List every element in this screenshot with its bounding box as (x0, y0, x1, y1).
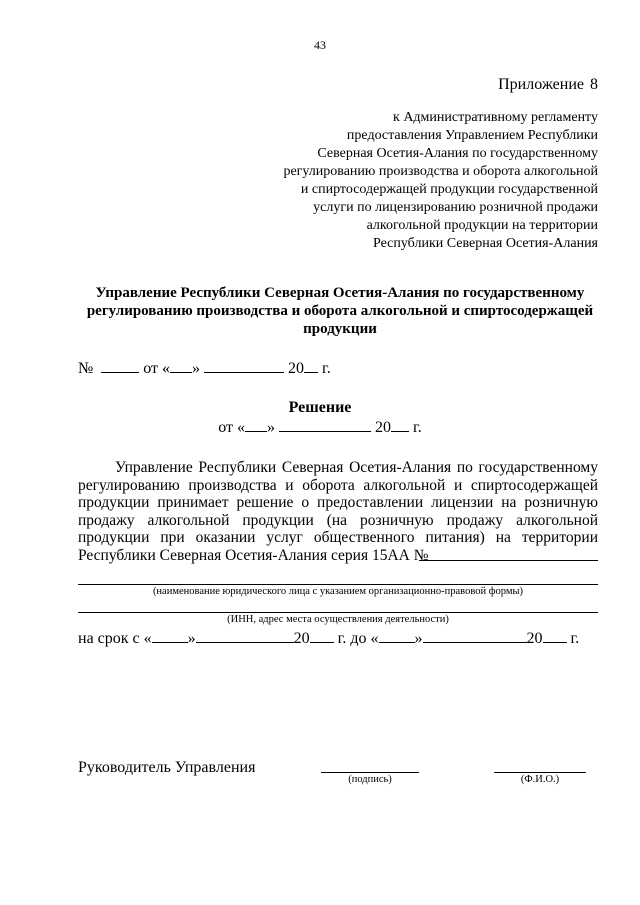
inn-address-blank (78, 612, 598, 613)
year-prefix: 20 (293, 630, 310, 647)
license-number-blank (419, 560, 598, 561)
regulation-reference (283, 109, 598, 253)
fio-blank (494, 772, 586, 773)
year-blank (543, 627, 567, 643)
year-suffix: г. (566, 630, 580, 647)
regulation-line: алкогольной продукции на территории (366, 218, 598, 233)
close-quote: » (187, 630, 196, 647)
series-label: Республики Северная Осетия-Алания серия 15АА № (78, 546, 429, 564)
body-line: регулированию производства и оборота алкогольной и спиртосодержащей (78, 476, 598, 494)
day-blank (170, 357, 192, 373)
month-blank (279, 416, 371, 432)
body-line: продукции принимает решение о предоставлении лицензии на розничную (78, 494, 598, 512)
regulation-line: Северная Осетия-Алания по государственному (317, 146, 598, 161)
regulation-line: Республики Северная Осетия-Алания (373, 236, 598, 251)
day-blank (379, 627, 415, 643)
month-blank (204, 357, 284, 373)
ot-label: от « (143, 360, 171, 377)
document-number-line (78, 357, 331, 378)
regulation-line: регулированию производства и оборота алкогольной (283, 164, 598, 179)
page-number: 43 (314, 38, 326, 52)
license-term-line (78, 627, 579, 648)
org-title-line: Управление Республики Северная Осетия-Алания по государственному (95, 285, 585, 301)
fio-caption: (Ф.И.О.) (520, 774, 560, 785)
organization-title (60, 284, 620, 338)
regulation-line: услуги по лицензированию розничной продажи (313, 200, 598, 215)
regulation-line: предоставления Управлением Республики (346, 128, 598, 143)
year-blank (391, 416, 409, 432)
entity-name-caption: (наименование юридического лица с указанием организационно-правовой формы) (152, 586, 524, 597)
close-quote: » (267, 419, 275, 436)
year-suffix: г. (409, 419, 422, 436)
year-suffix: г. (318, 360, 331, 377)
inn-address-caption: (ИНН, адрес места осуществления деятельности) (227, 614, 449, 625)
body-line: продажу алкогольной продукции (на розничную продажу алкогольной (78, 511, 598, 529)
day-blank (245, 416, 267, 432)
org-title-line: продукции (303, 321, 377, 337)
regulation-line: и спиртосодержащей продукции государственной (300, 182, 598, 197)
close-quote: » (414, 630, 423, 647)
month-blank (423, 627, 527, 643)
body-line: продукции при оказании услуг общественного питания) на территории (78, 529, 598, 547)
appendix-label: Приложение 8 (498, 76, 598, 93)
org-title-line: регулированию производства и оборота алкогольной и спиртосодержащей (86, 303, 594, 319)
body-line (78, 547, 598, 565)
decision-body (78, 459, 598, 565)
number-blank (101, 357, 139, 373)
ot-label: от « (218, 419, 245, 436)
close-quote: » (192, 360, 201, 377)
signature-caption: (подпись) (348, 774, 392, 785)
year-blank (304, 357, 318, 373)
body-line: Управление Республики Северная Осетия-Алания по государственному (115, 459, 598, 476)
term-prefix: на срок с « (78, 630, 152, 647)
entity-name-blank (78, 584, 598, 585)
month-blank (196, 627, 294, 643)
day-blank (152, 627, 188, 643)
signature-blank (321, 772, 419, 773)
term-g-do: г. до « (333, 630, 379, 647)
year-prefix: 20 (375, 419, 391, 436)
year-prefix: 20 (288, 360, 305, 377)
decision-date-line (0, 416, 640, 437)
year-blank (310, 627, 334, 643)
decision-title: Решение (288, 399, 352, 416)
head-label: Руководитель Управления (78, 759, 256, 776)
regulation-line: к Административному регламенту (393, 110, 598, 125)
year-prefix: 20 (526, 630, 543, 647)
number-sign: № (78, 360, 94, 377)
